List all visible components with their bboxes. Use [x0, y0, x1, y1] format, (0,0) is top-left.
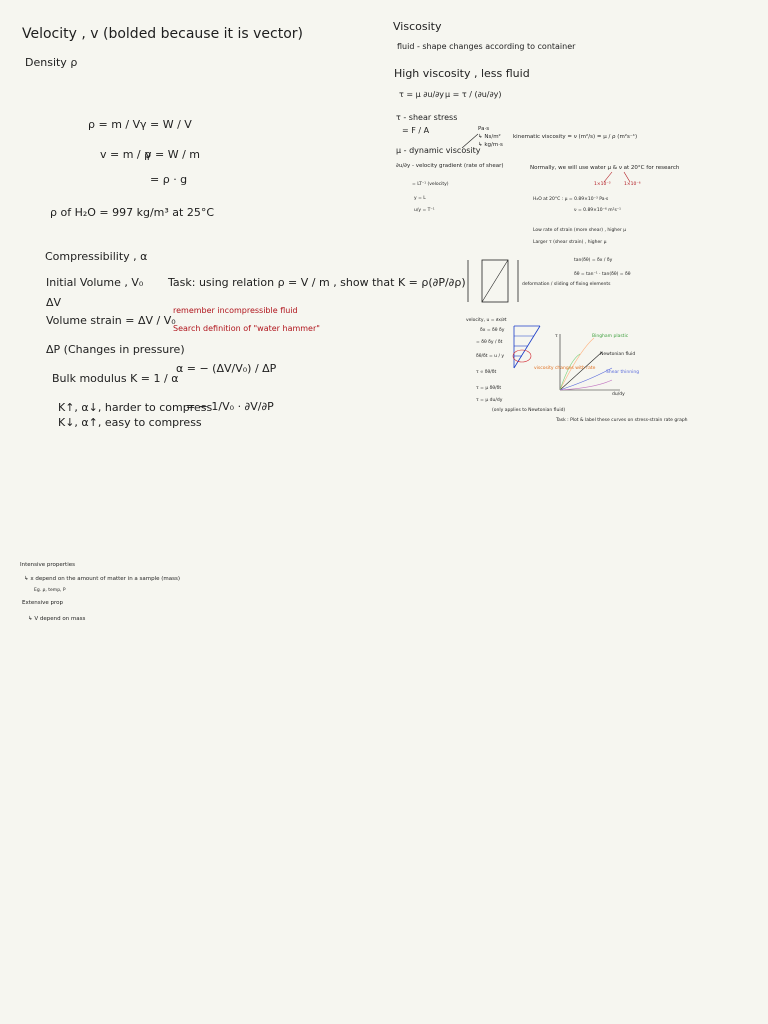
normally-note: Normally, we will use water μ & ν at 20°C for research — [530, 165, 680, 171]
water-density: ρ of H₂O = 997 kg/m³ at 25°C — [50, 206, 215, 219]
deformation-note: deformation / sliding of fixing elements — [522, 282, 611, 287]
viscosity-heading: Viscosity — [393, 20, 442, 33]
velocity-u2: δx = δθ δy — [480, 328, 505, 333]
bulk-modulus: Bulk modulus K = 1 / α — [52, 372, 179, 385]
red-note-1: 1×10⁻³ — [594, 182, 611, 187]
initial-volume: Initial Volume , V₀ — [46, 276, 144, 289]
intensive-eg: Eg. ρ, temp, P — [34, 588, 66, 593]
k-down: K↓, α↑, easy to compress — [58, 416, 202, 429]
axis-du-label: du/dy — [612, 392, 625, 397]
volume-strain: Volume strain = ΔV / V₀ — [46, 314, 176, 327]
alpha-eq2: = − 1/V₀ · ∂V/∂P — [186, 400, 274, 413]
mu-def: μ - dynamic viscosity — [396, 146, 481, 155]
k-up: K↑, α↓, harder to compress — [58, 401, 213, 414]
kg-ms: ↳ kg/m·s — [478, 142, 503, 148]
pa-s: Pa·s — [478, 126, 490, 132]
y-equals-l: y = L — [414, 196, 426, 201]
extensive-desc: ↳ V depend on mass — [28, 616, 86, 622]
larger-tau-note: Larger τ (shear strain) , higher μ — [533, 240, 607, 245]
task-note-2: Task : Plot & label these curves on stress-strain rate graph — [556, 418, 688, 423]
eq-gamma3: = ρ · g — [150, 173, 188, 186]
n-m2: ↳ Ns/m² — [478, 134, 501, 140]
extensive-heading: Extensive prop — [22, 600, 64, 606]
search-note: Search definition of "water hammer" — [173, 324, 320, 333]
eq-rho: ρ = m / V — [88, 118, 141, 131]
green-note: Bingham plastic — [592, 334, 629, 339]
only-applies: (only applies to Newtonian fluid) — [492, 408, 566, 413]
task-note: Task: using relation ρ = V / m , show that K = ρ(∂P/∂ρ) — [168, 276, 466, 289]
high-viscosity: High viscosity , less fluid — [394, 67, 530, 80]
tau-fa: = F / A — [402, 126, 430, 135]
eq-gamma: γ = W / V — [140, 118, 192, 131]
eq-v: v = m / ρ — [100, 148, 152, 161]
dtheta-eq: δθ = tan⁻¹ · tan(δθ) = δθ — [574, 272, 631, 277]
velocity-profile-diagram — [508, 322, 548, 372]
newtonian-label: Newtonian fluid — [600, 352, 636, 357]
velocity-u: velocity, u = ∂x/∂t — [466, 318, 507, 323]
u-over-y: u/y = T⁻¹ — [414, 208, 435, 213]
eq-a: = δθ δy / δt — [476, 340, 503, 345]
shear-deformation-diagram — [464, 256, 524, 306]
alpha-eq: α = − (ΔV/V₀) / ΔP — [176, 362, 277, 375]
eq-d: τ = μ δθ/δt — [476, 386, 502, 391]
tau-def: τ - shear stress — [396, 113, 458, 122]
intensive-heading: Intensive properties — [20, 562, 75, 568]
shear-thinning-label: Shear thinning — [606, 370, 640, 375]
kinematic-viscosity: kinematic viscosity = ν (m²/s) = μ / ρ (m²s⁻¹) — [513, 134, 638, 140]
stress-strain-graph — [550, 330, 670, 400]
shear-note: viscosity changes with rate — [534, 366, 596, 371]
compress-heading: Compressibility , α — [45, 250, 148, 263]
intensive-desc: ↳ x depend on the amount of matter in a sample (mass) — [24, 576, 181, 582]
velocity-gradient: ∂u/∂y - velocity gradient (rate of shear) — [396, 163, 504, 169]
density-heading: Density ρ — [25, 56, 78, 69]
tan-eq: tan(δθ) = δx / δy — [574, 258, 613, 263]
lt1: = LT⁻¹ (velocity) — [412, 182, 449, 187]
eq-gamma2: γ = W / m — [145, 148, 201, 161]
nu-value: ν = 0.89×10⁻⁶ m²s⁻¹ — [574, 208, 621, 213]
axis-tau-label: τ — [555, 334, 558, 339]
delta-v: ΔV — [46, 296, 62, 309]
eq-e: τ = μ du/dy — [476, 398, 503, 403]
mu-equation: μ = τ / (∂u/∂y) — [445, 90, 502, 99]
remember-note: remember incompressible fluid — [173, 306, 298, 315]
tau-equation: τ = μ ∂u/∂y — [399, 90, 445, 99]
velocity-heading: Velocity , v (bolded because it is vector) — [22, 26, 303, 42]
fluid-def: fluid - shape changes according to container — [397, 42, 576, 51]
low-rate-note: Low rate of strain (more shear) , higher μ — [533, 228, 627, 233]
eq-b: δθ/δt = u / y — [476, 354, 505, 359]
delta-p: ΔP (Changes in pressure) — [46, 343, 185, 356]
red-note-2: 1×10⁻⁶ — [624, 182, 641, 187]
h2o-viscosity: H₂O at 20°C : μ = 0.89×10⁻³ Pa·s — [533, 197, 609, 202]
eq-c: τ ∝ δθ/δt — [476, 370, 497, 375]
